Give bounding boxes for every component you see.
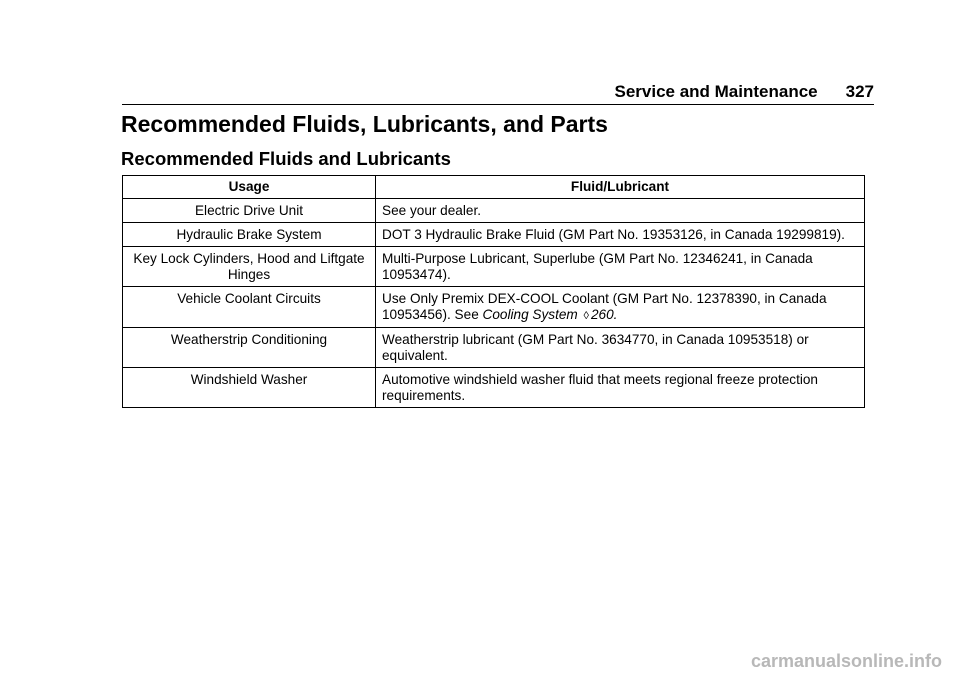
table-row [123, 287, 865, 328]
fluids-table [122, 175, 865, 408]
running-header [122, 82, 874, 105]
usage-cell: Weatherstrip Conditioning [123, 328, 376, 368]
table-row [123, 223, 865, 247]
usage-cell: Hydraulic Brake System [123, 223, 376, 247]
usage-cell: Electric Drive Unit [123, 199, 376, 223]
fluid-text: Use Only Premix DEX-COOL Coolant (GM Part No. 12378390, in Canada 10953456). See [382, 291, 827, 322]
page-title: Recommended Fluids, Lubricants, and Parts [121, 111, 608, 137]
usage-cell: Vehicle Coolant Circuits [123, 287, 376, 328]
cross-reference-link[interactable] [483, 307, 618, 322]
section-title: Recommended Fluids and Lubricants [121, 148, 451, 169]
table-row [123, 199, 865, 223]
table-row [123, 247, 865, 287]
table-header-row [123, 176, 865, 199]
fluid-cell: Weatherstrip lubricant (GM Part No. 3634770, in Canada 10953518) or equivalent. [376, 328, 865, 368]
table-row [123, 368, 865, 408]
fluid-cell: Automotive windshield washer fluid that meets regional freeze protection requirements. [376, 368, 865, 408]
usage-cell: Key Lock Cylinders, Hood and Liftgate Hinges [123, 247, 376, 287]
xref-page: 260. [590, 307, 618, 322]
xref-title: Cooling System [482, 307, 578, 322]
column-header-usage: Usage [123, 176, 376, 199]
fluid-cell: Multi-Purpose Lubricant, Superlube (GM Part No. 12346241, in Canada 10953474). [376, 247, 865, 287]
page-reference-icon: ◊ [583, 310, 589, 322]
fluid-cell [376, 287, 865, 328]
header-section-name: Service and Maintenance [614, 82, 818, 101]
fluid-cell: See your dealer. [376, 199, 865, 223]
fluid-cell: DOT 3 Hydraulic Brake Fluid (GM Part No. 19353126, in Canada 19299819). [376, 223, 865, 247]
watermark: carmanualsonline.info [750, 651, 942, 671]
page-number: 327 [845, 82, 874, 101]
table-row [123, 328, 865, 368]
usage-cell: Windshield Washer [123, 368, 376, 408]
column-header-fluid: Fluid/Lubricant [376, 176, 865, 199]
